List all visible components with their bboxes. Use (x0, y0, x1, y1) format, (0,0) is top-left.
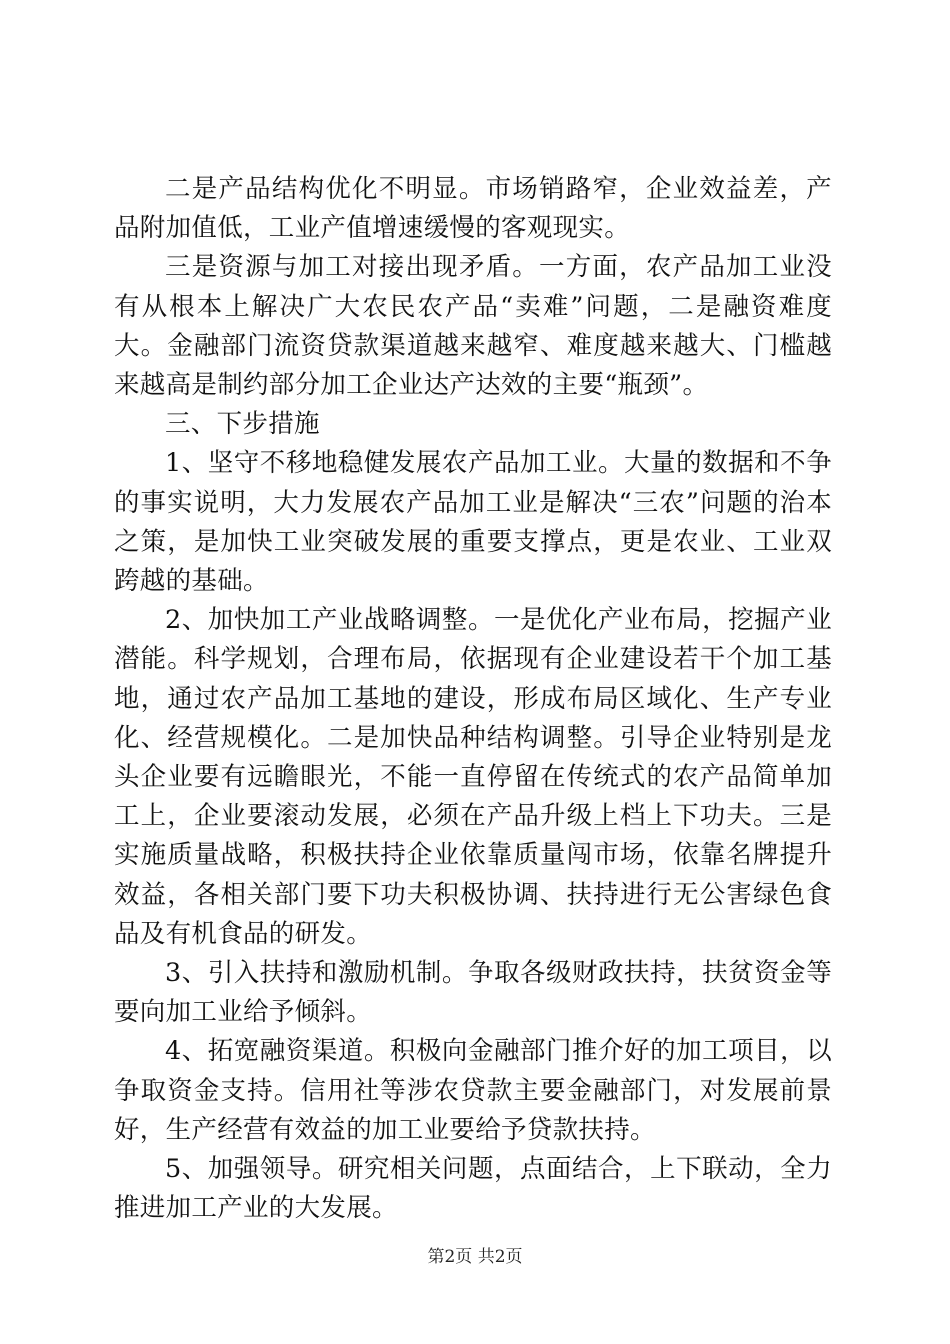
paragraph-measure-3: 3、引入扶持和激励机制。争取各级财政扶持，扶贫资金等要向加工业给予倾斜。 (114, 958, 832, 1028)
paragraph-measure-4: 4、拓宽融资渠道。积极向金融部门推介好的加工项目，以争取资金支持。信用社等涉农贷款主要金融部门，对发展前景好，生产经营有效益的加工业要给予贷款扶持。 (114, 1036, 832, 1145)
paragraph-measure-1: 1、坚守不移地稳健发展农产品加工业。大量的数据和不争的事实说明，大力发展农产品加工业是解决“三农”问题的治本之策，是加快工业突破发展的重要支撑点，更是农业、工业双跨越的基础。 (114, 448, 832, 597)
page-number-footer: 第2页 共2页 (427, 1247, 523, 1267)
section-heading-next-steps: 三、下步措施 (165, 409, 320, 440)
paragraph-measure-5: 5、加强领导。研究相关问题，点面结合，上下联动，全力推进加工产业的大发展。 (114, 1154, 832, 1224)
paragraph-product-structure: 二是产品结构优化不明显。市场销路窄，企业效益差，产品附加值低，工业产值增速缓慢的客观现实。 (114, 174, 832, 244)
paragraph-resource-processing: 三是资源与加工对接出现矛盾。一方面，农产品加工业没有从根本上解决广大农民农产品“卖难”问题，二是融资难度大。金融部门流资贷款渠道越来越窄、难度越来越大、门槛越来越高是制约部分加工企业达产达效的主要“瓶颈”。 (114, 252, 832, 401)
paragraph-measure-2: 2、加快加工产业战略调整。一是优化产业布局，挖掘产业潜能。科学规划，合理布局，依据现有企业建设若干个加工基地，通过农产品加工基地的建设，形成布局区域化、生产专业化、经营规模化。二是加快品种结构调整。引导企业特别是龙头企业要有远瞻眼光，不能一直停留在传统式的农产品简单加工上，企业要滚动发展，必须在产品升级上档上下功夫。三是实施质量战略，积极扶持企业依靠质量闯市场，依靠名牌提升效益，各相关部门要下功夫积极协调、扶持进行无公害绿色食品及有机食品的研发。 (114, 605, 832, 949)
document-body (114, 170, 832, 1228)
